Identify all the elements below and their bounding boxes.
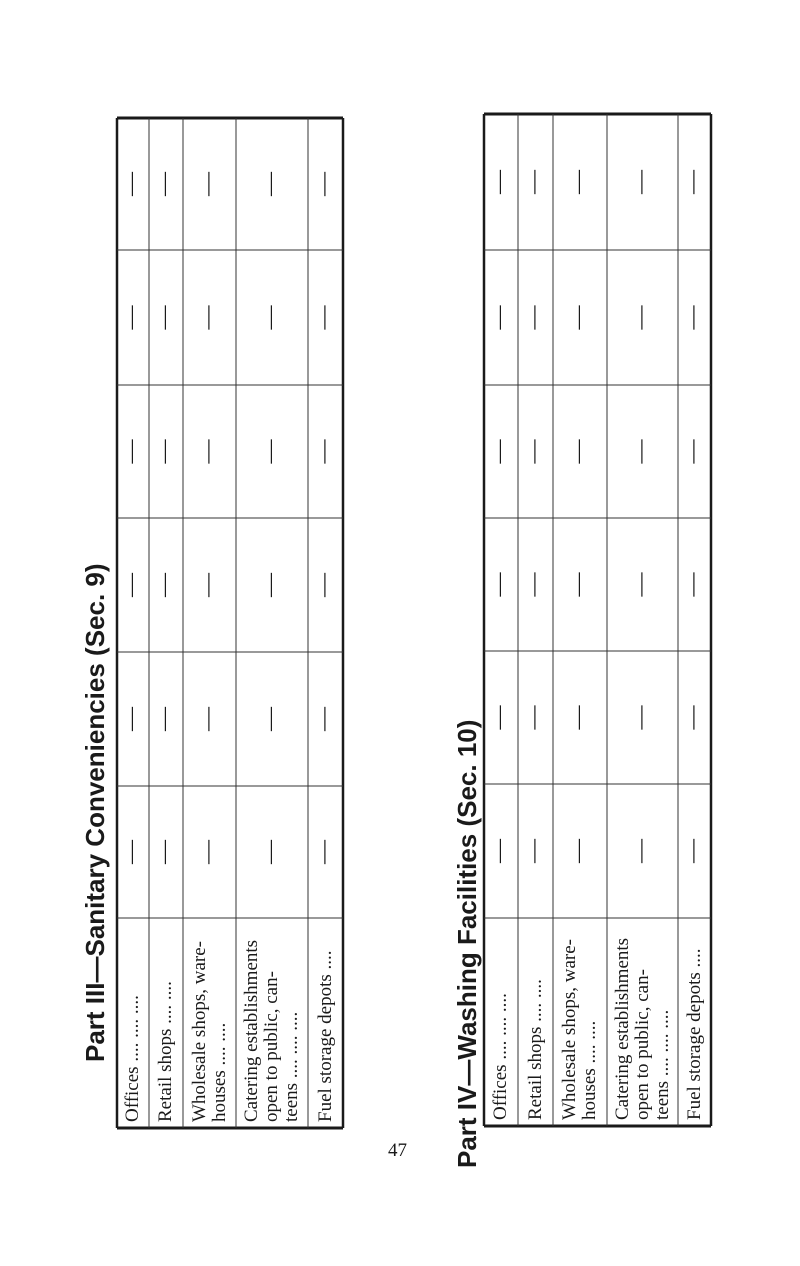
value-cell-dash: —	[151, 707, 177, 731]
value-cell-dash: —	[194, 707, 221, 731]
value-cell-dash: —	[257, 439, 283, 464]
row-label-line: Wholesale shops, ware-	[188, 941, 210, 1122]
row-label-line: open to public, can-	[261, 971, 282, 1122]
part3-grid	[117, 118, 343, 1128]
value-cell-dash: —	[565, 439, 591, 464]
row-label-line: Offices .... .... ....	[490, 993, 511, 1120]
value-cell-dash: —	[520, 170, 547, 194]
value-cell-dash: —	[257, 172, 283, 196]
part4-title: Part IV—Washing Facilities (Sec. 10)	[452, 719, 482, 1168]
value-cell-dash: —	[151, 172, 177, 196]
value-cell-dash: —	[194, 439, 221, 464]
value-cell-dash: —	[118, 439, 144, 464]
value-cell-dash: —	[679, 572, 706, 597]
row-label-line: Fuel storage depots ....	[314, 950, 336, 1122]
value-cell-dash: —	[151, 840, 177, 864]
value-cell-dash: —	[520, 705, 547, 730]
page-number: 47	[388, 1140, 407, 1161]
row-label	[613, 938, 673, 1120]
value-cell-dash: —	[486, 170, 512, 194]
value-cell-dash: —	[565, 572, 591, 597]
value-cell-dash: —	[194, 305, 221, 330]
value-cell-dash: —	[679, 705, 706, 730]
row-label	[685, 948, 705, 1120]
row-label	[316, 950, 336, 1122]
value-cell-dash: —	[194, 172, 221, 196]
row-label-line: houses .... ....	[208, 1022, 230, 1122]
row-label-line: Retail shops .... ....	[524, 979, 546, 1120]
row-label-line: houses .... ....	[579, 1020, 600, 1120]
part4-table	[484, 114, 711, 1126]
value-cell-dash: —	[520, 839, 547, 863]
value-cell-dash: —	[310, 172, 337, 196]
value-cell-dash: —	[627, 572, 654, 597]
value-cell-dash: —	[310, 305, 337, 330]
row-label-line: teens .... .... ....	[281, 1011, 302, 1122]
value-cell-dash: —	[565, 839, 591, 863]
value-cell-dash: —	[486, 572, 512, 597]
row-label-line: Retail shops .... ....	[155, 981, 176, 1122]
value-cell-dash: —	[486, 305, 512, 330]
value-cell-dash: —	[486, 705, 512, 730]
value-cell-dash: —	[151, 573, 177, 597]
value-cell-dash: —	[627, 305, 654, 330]
value-cell-dash: —	[627, 705, 654, 730]
row-label-line: teens .... .... ....	[651, 1009, 673, 1120]
part3-title: Part III—Sanitary Conveniencies (Sec. 9)	[80, 563, 110, 1062]
value-cell-dash: —	[310, 840, 337, 864]
row-label	[190, 941, 230, 1122]
row-label	[491, 993, 511, 1120]
row-label	[156, 981, 176, 1122]
value-cell-dash: —	[118, 573, 144, 597]
value-cell-dash: —	[257, 305, 283, 330]
value-cell-dash: —	[257, 840, 283, 864]
value-cell-dash: —	[565, 170, 591, 194]
row-label	[526, 979, 546, 1120]
value-cell-dash: —	[118, 172, 144, 196]
row-label-line: open to public, can-	[631, 969, 653, 1120]
value-cell-dash: —	[257, 707, 283, 731]
value-cell-dash: —	[627, 839, 654, 863]
value-cell-dash: —	[486, 839, 512, 863]
value-cell-dash: —	[679, 170, 706, 194]
part3-table	[117, 118, 343, 1128]
row-label-line: Fuel storage depots ....	[683, 948, 705, 1120]
value-cell-dash: —	[151, 305, 177, 330]
row-label-line: Catering establishments	[611, 937, 633, 1120]
value-cell-dash: —	[679, 305, 706, 330]
value-cell-dash: —	[565, 705, 591, 730]
value-cell-dash: —	[565, 305, 591, 330]
value-cell-dash: —	[118, 707, 144, 731]
value-cell-dash: —	[627, 170, 654, 194]
value-cell-dash: —	[194, 840, 221, 864]
value-cell-dash: —	[310, 573, 337, 597]
value-cell-dash: —	[151, 439, 177, 464]
value-cell-dash: —	[520, 572, 547, 597]
value-cell-dash: —	[486, 439, 512, 464]
value-cell-dash: —	[118, 840, 144, 864]
row-label-line: Offices .... .... ....	[122, 995, 143, 1122]
row-label	[242, 940, 302, 1122]
value-cell-dash: —	[679, 839, 706, 863]
value-cell-dash: —	[520, 439, 547, 464]
value-cell-dash: —	[257, 573, 283, 597]
value-cell-dash: —	[118, 305, 144, 330]
row-label	[123, 995, 143, 1122]
row-label	[560, 939, 600, 1120]
value-cell-dash: —	[310, 707, 337, 731]
value-cell-dash: —	[310, 439, 337, 464]
row-label-line: Catering establishments	[241, 939, 262, 1122]
value-cell-dash: —	[627, 439, 654, 464]
value-cell-dash: —	[679, 439, 706, 464]
value-cell-dash: —	[194, 573, 221, 597]
value-cell-dash: —	[520, 305, 547, 330]
row-label-line: Wholesale shops, ware-	[559, 939, 580, 1120]
